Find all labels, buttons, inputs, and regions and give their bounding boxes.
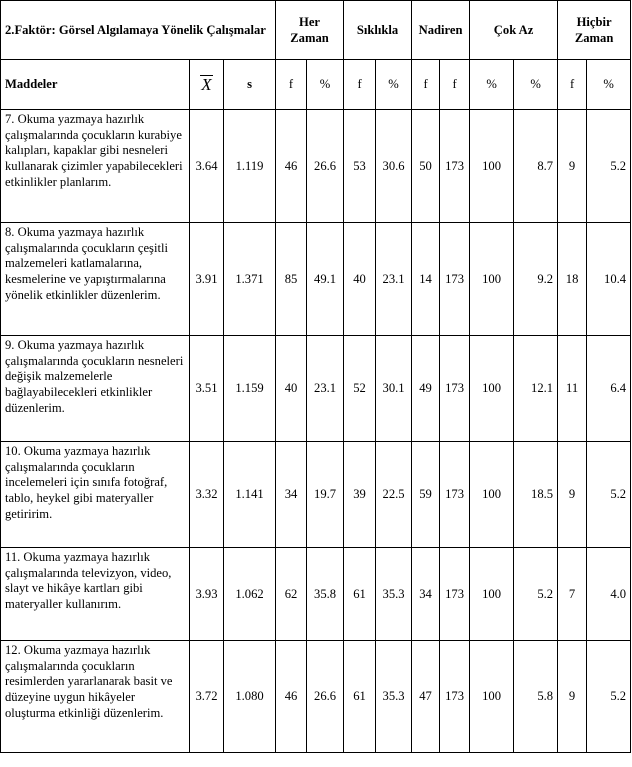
table-cell: 35.3 — [376, 548, 412, 641]
table-cell: 59 — [412, 442, 440, 548]
table-cell: 5.2 — [587, 442, 631, 548]
table-cell: 173 — [440, 641, 470, 753]
table-cell: 23.1 — [307, 336, 344, 442]
table-cell: 35.3 — [376, 641, 412, 753]
sd-value: 1.141 — [224, 442, 276, 548]
table-cell: 26.6 — [307, 641, 344, 753]
item-text: 12. Okuma yazmaya hazırlık çalışmalarında çocukların resimlerden yararlanarak basit ve düzeyine uygun hikâyeler oluşturma etkinliği düzenlerim. — [1, 641, 190, 753]
item-text: 10. Okuma yazmaya hazırlık çalışmalarında çocukların incelemeleri için sınıfa fotoğraf, tablo, heykel gibi materyaller getiririm. — [1, 442, 190, 548]
table-cell: 49 — [412, 336, 440, 442]
sub-header-cell: f — [412, 60, 440, 110]
table-cell: 61 — [344, 548, 376, 641]
table-cell: 46 — [276, 110, 307, 223]
table-cell: 12.1 — [514, 336, 558, 442]
table-cell: 46 — [276, 641, 307, 753]
header-siklikla: Sıklıkla — [344, 1, 412, 60]
table-cell: 61 — [344, 641, 376, 753]
item-text: 7. Okuma yazmaya hazırlık çalışmalarında çocukların kurabiye kalıpları, kapaklar gibi nesneleri kullanarak çizimler yapabilecekleri etkinlikler planlarım. — [1, 110, 190, 223]
table-cell: 49.1 — [307, 223, 344, 336]
table-cell: 35.8 — [307, 548, 344, 641]
table-cell: 173 — [440, 223, 470, 336]
header-cok-az: Çok Az — [470, 1, 558, 60]
item-text: 9. Okuma yazmaya hazırlık çalışmalarında çocukların nesneleri değişik malzemelerle bağlayabilecekleri etkinlikler düzenlerim. — [1, 336, 190, 442]
sd-value: 1.080 — [224, 641, 276, 753]
table-cell: 22.5 — [376, 442, 412, 548]
table-cell: 19.7 — [307, 442, 344, 548]
table-cell: 5.2 — [587, 110, 631, 223]
table-cell: 9 — [558, 442, 587, 548]
sub-header-cell: % — [587, 60, 631, 110]
sub-header-cell: % — [514, 60, 558, 110]
mean-symbol: X — [201, 75, 212, 94]
table-cell: 85 — [276, 223, 307, 336]
table-cell: 173 — [440, 336, 470, 442]
table-cell: 18 — [558, 223, 587, 336]
sub-header-cell: f — [440, 60, 470, 110]
items-header: Maddeler — [1, 60, 190, 110]
sd-value: 1.159 — [224, 336, 276, 442]
table-cell: 100 — [470, 223, 514, 336]
sd-value: 1.119 — [224, 110, 276, 223]
sd-header: s — [224, 60, 276, 110]
table-cell: 100 — [470, 442, 514, 548]
table-cell: 34 — [276, 442, 307, 548]
table-cell: 100 — [470, 641, 514, 753]
table-cell: 4.0 — [587, 548, 631, 641]
header-nadiren: Nadiren — [412, 1, 470, 60]
table-cell: 8.7 — [514, 110, 558, 223]
table-cell: 14 — [412, 223, 440, 336]
sd-value: 1.371 — [224, 223, 276, 336]
mean-value: 3.91 — [190, 223, 224, 336]
sub-header-cell: f — [558, 60, 587, 110]
table-cell: 18.5 — [514, 442, 558, 548]
table-cell: 52 — [344, 336, 376, 442]
table-cell: 50 — [412, 110, 440, 223]
sub-header-cell: % — [307, 60, 344, 110]
table-cell: 23.1 — [376, 223, 412, 336]
header-her-zaman: Her Zaman — [276, 1, 344, 60]
sub-header-cell: % — [470, 60, 514, 110]
table-cell: 9.2 — [514, 223, 558, 336]
mean-value: 3.64 — [190, 110, 224, 223]
item-text: 11. Okuma yazmaya hazırlık çalışmalarında televizyon, video, slayt ve hikâye kartları gibi materyaller kullanırım. — [1, 548, 190, 641]
sub-header-cell: f — [276, 60, 307, 110]
factor-title: 2.Faktör: Görsel Algılamaya Yönelik Çalışmalar — [1, 1, 276, 60]
table-row — [1, 223, 631, 336]
table-row — [1, 641, 631, 753]
table-cell: 47 — [412, 641, 440, 753]
table-cell: 40 — [276, 336, 307, 442]
table-cell: 173 — [440, 548, 470, 641]
table-row — [1, 548, 631, 641]
table-cell: 5.2 — [514, 548, 558, 641]
table-cell: 26.6 — [307, 110, 344, 223]
table-cell: 9 — [558, 641, 587, 753]
sd-value: 1.062 — [224, 548, 276, 641]
sub-header-cell: % — [376, 60, 412, 110]
table-cell: 173 — [440, 110, 470, 223]
table-cell: 11 — [558, 336, 587, 442]
sub-header-cell: f — [344, 60, 376, 110]
mean-value: 3.51 — [190, 336, 224, 442]
table-cell: 10.4 — [587, 223, 631, 336]
table-cell: 40 — [344, 223, 376, 336]
table-cell: 7 — [558, 548, 587, 641]
table-row — [1, 336, 631, 442]
table-cell: 39 — [344, 442, 376, 548]
table-cell: 100 — [470, 548, 514, 641]
table-row — [1, 442, 631, 548]
table-cell: 34 — [412, 548, 440, 641]
mean-value: 3.93 — [190, 548, 224, 641]
table-cell: 30.1 — [376, 336, 412, 442]
table-cell: 30.6 — [376, 110, 412, 223]
table-row — [1, 110, 631, 223]
table-cell: 173 — [440, 442, 470, 548]
table-cell: 100 — [470, 110, 514, 223]
table-cell: 5.2 — [587, 641, 631, 753]
table-cell: 5.8 — [514, 641, 558, 753]
table-cell: 53 — [344, 110, 376, 223]
mean-value: 3.72 — [190, 641, 224, 753]
table-cell: 6.4 — [587, 336, 631, 442]
mean-header — [190, 60, 224, 110]
mean-value: 3.32 — [190, 442, 224, 548]
item-text: 8. Okuma yazmaya hazırlık çalışmalarında çocukların çeşitli malzemeleri katlamalarına, kesmelerine ve yapıştırmalarına yönelik etkinlikler düzenlerim. — [1, 223, 190, 336]
group-header-row — [1, 1, 631, 60]
table-cell: 62 — [276, 548, 307, 641]
header-hicbir-zaman: Hiçbir Zaman — [558, 1, 631, 60]
table-cell: 9 — [558, 110, 587, 223]
sub-header-row — [1, 60, 631, 110]
table-cell: 100 — [470, 336, 514, 442]
